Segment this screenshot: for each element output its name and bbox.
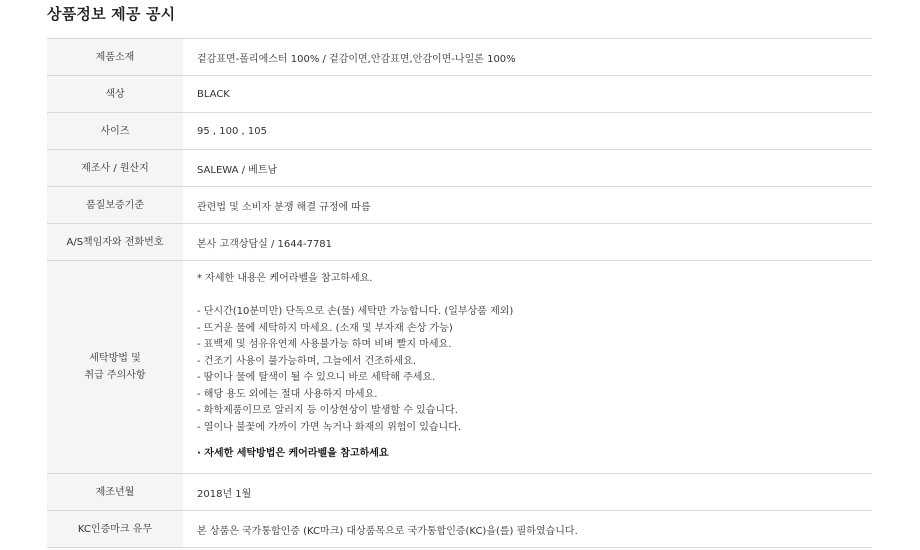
care-item: - 땀이나 물에 탈색이 될 수 있으니 바로 세탁해 주세요. [197,372,436,384]
care-item: - 해당 용도 외에는 절대 사용하지 마세요. [197,388,378,400]
care-item: - 열이나 불꽃에 가까이 가면 녹거나 화재의 위험이 있습니다. [197,421,462,433]
row-value: 2018년 1월 [183,474,872,511]
care-item: - 표백제 및 섬유유연제 사용불가능 하며 비벼 빨지 마세요. [197,339,452,351]
care-intro: * 자세한 내용은 케어라벨을 참고하세요. [197,273,373,285]
table-row-care [47,261,872,474]
row-label: KC인증마크 유무 [47,511,183,548]
table-row-material [47,39,872,76]
care-item: - 단시간(10분미만) 단독으로 손(물) 세탁만 가능합니다. (일부상품 제외) [197,306,514,318]
care-label-line: 취급 주의사항 [84,370,146,381]
table-row-color [47,76,872,113]
row-value: 겉감표면-폴리에스터 100% / 겉감이면,안감표면,안감이면-나일론 100% [183,39,872,76]
row-value: 본 상품은 국가통합인증 (KC마크) 대상품목으로 국가통합인증(KC)을(를) 필하였습니다. [183,511,872,548]
row-label: 색상 [47,76,183,113]
product-info-table [47,38,872,548]
row-value: BLACK [183,76,872,113]
row-label: 제조년월 [47,474,183,511]
row-label: A/S책임자와 전화번호 [47,224,183,261]
row-value: SALEWA / 베트남 [183,150,872,187]
care-item: - 뜨거운 물에 세탁하지 마세요. (소재 및 부자재 손상 가능) [197,322,453,334]
table-row-warranty [47,187,872,224]
care-item: - 화학제품이므로 알러지 등 이상현상이 발생할 수 있습니다. [197,405,458,417]
care-content [183,261,872,474]
table-row-size [47,113,872,150]
page-title: 상품정보 제공 공시 [47,5,176,23]
row-value: 본사 고객상담실 / 1644-7781 [183,224,872,261]
table-row-as-contact [47,224,872,261]
care-label [47,261,183,474]
table-row-manufacturer [47,150,872,187]
row-label: 제조사 / 원산지 [47,150,183,187]
table-row-manufacture-date [47,474,872,511]
table-row-kc-mark [47,511,872,548]
row-value: 95 , 100 , 105 [183,113,872,150]
row-label: 사이즈 [47,113,183,150]
care-item: - 건조기 사용이 불가능하며, 그늘에서 건조하세요. [197,355,417,367]
care-note: · 자세한 세탁방법은 케어라벨을 참고하세요 [197,448,389,460]
row-label: 제품소재 [47,39,183,76]
row-label: 품질보증기준 [47,187,183,224]
care-label-line: 세탁방법 및 [89,353,141,364]
row-value: 관련법 및 소비자 분쟁 해결 규정에 따름 [183,187,872,224]
